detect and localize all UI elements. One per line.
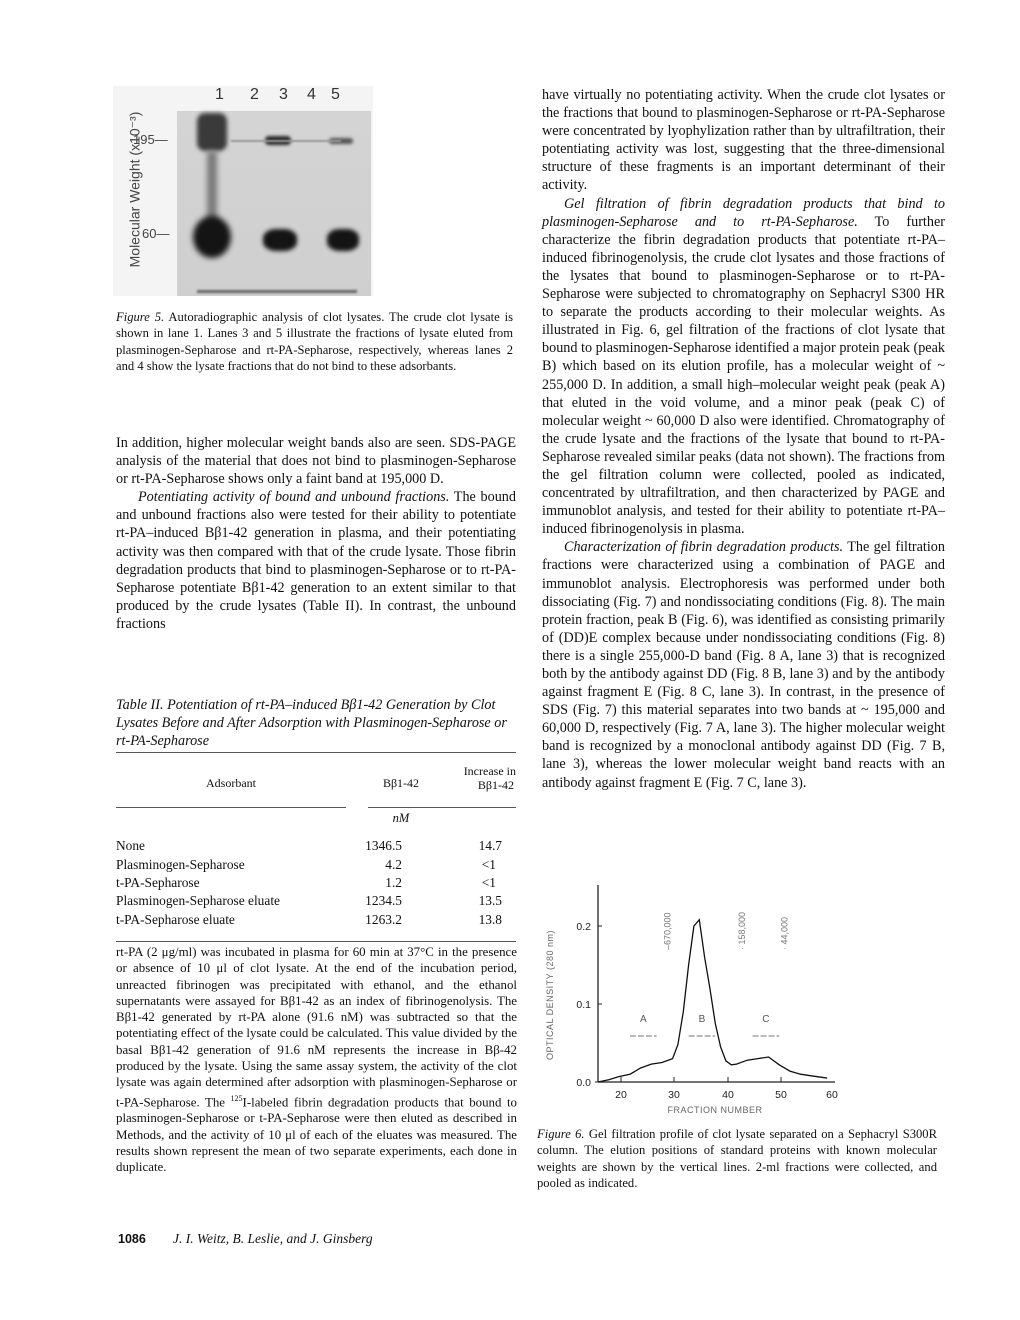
left-para-1: In addition, higher molecular weight bands also are seen. SDS-PAGE analysis of the material that does not bind to plasminogen-Sepharose or rt-PA-Sepharose shows only a faint band at 195,000 D.: [116, 435, 516, 488]
table-bottom-rule: [116, 941, 516, 942]
right-column-body: [542, 86, 945, 792]
right-para-1: have virtually no potentiating activity. When the crude clot lysates or the fractions that bound to plasminogen-Sepharose or rt-PA-Sepharose were concentrated by lyophylization rather than by ultrafiltration, their potentiating activity was lost, suggesting that the three-dimensional structure of these fragments is an important determinant of their activity.: [542, 87, 945, 194]
cell-bb: 1234.5: [365, 893, 402, 909]
pool-label: A: [639, 1014, 647, 1025]
x-tick-40: 40: [722, 1089, 734, 1101]
x-axis-label: FRACTION NUMBER: [667, 1105, 763, 1115]
table-unit: nM: [392, 811, 410, 825]
th-increase-line2: Bβ1-42: [477, 778, 514, 792]
figure-6-caption-label: Figure 6.: [537, 1127, 585, 1141]
cell-bb: 1.2: [385, 874, 402, 890]
footer-authors: J. I. Weitz, B. Leslie, and J. Ginsberg: [173, 1231, 373, 1246]
y-axis: [545, 885, 602, 1089]
figure-5-caption: [116, 309, 513, 375]
marker-195: 195—: [133, 132, 168, 147]
band-lane1-60: [193, 216, 231, 258]
mw-standard-label: –670,000: [662, 912, 673, 950]
figure-6-caption: [537, 1126, 937, 1192]
x-axis: [598, 1077, 838, 1115]
right-para-3-heading: Characterization of fibrin degradation products.: [564, 539, 844, 556]
table-unit-row: [116, 801, 516, 823]
footnote-sup: 125: [230, 1093, 243, 1103]
dye-front: [197, 290, 357, 293]
gel-lane-labels: [208, 86, 368, 108]
left-para-2-text: The bound and unbound fractions also were tested for their ability to potentiate rt-PA–induced Bβ1-42 generation in plasma, and their potentiating activity was then compared with that of the crude lysate. Those fibrin degradation products that bind to plasminogen-Sepharose or to rt-PA-Sepharose potentiate Bβ1-42 generation to an extent similar to that produced by the crude lysates (Table II). In contrast, the unbound fractions: [116, 489, 516, 632]
table-row: [116, 874, 516, 892]
cell-adsorbant: Plasminogen-Sepharose: [116, 856, 245, 872]
table-row: [116, 911, 516, 929]
right-para-2: [542, 195, 945, 539]
y-axis-label: OPTICAL DENSITY (280 nm): [545, 929, 555, 1060]
th-adsorbant: Adsorbant: [206, 776, 256, 790]
cell-adsorbant: None: [116, 838, 146, 854]
table-header-row: [116, 753, 516, 801]
figure-6-chart: [535, 880, 875, 1120]
cell-increase: 14.7: [478, 838, 502, 854]
mw-standards: [662, 912, 789, 950]
right-para-3-text: The gel filtration fractions were characterized using a combination of PAGE and immunoblot analysis. Electrophoresis was performed under both dissociating (Fig. 7) and nondissociating conditions (Fig. 8). The main protein fraction, peak B (Fig. 6), was identified as consisting primarily of (DD)E complex because under nondissociating conditions (Fig. 8) there is a single 255,000-D band (Fig. 8 A, lane 3) that is recognized both by the antibody against DD (Fig. 8 B, lane 3) and by the antibody against fragment E (Fig. 8 C, lane 3). In contrast, in the presence of SDS (Fig. 7) this material separates into two bands at ~ 195,000 and 60,000 D, respectively (Fig. 7 A, lane 3). The higher molecular weight band is recognized by a monoclonal antibody against DD (Fig. 7 B, lane 3), whereas the lower molecular weight band reacts with an antibody against fragment E (Fig. 7 C, lane 3).: [542, 539, 945, 791]
x-tick-20: 20: [615, 1089, 627, 1101]
cell-increase: <1: [481, 874, 496, 890]
mw-standard-label: · 44,000: [779, 916, 790, 950]
lane-label-2: 2: [250, 86, 259, 103]
cell-increase: <1: [481, 856, 496, 872]
page-footer: [118, 1231, 518, 1251]
cell-increase: 13.5: [478, 893, 502, 909]
od-curve: [598, 920, 827, 1082]
gel-y-axis-label: Molecular Weight (x10⁻³): [126, 111, 143, 268]
y-tick-1: 0.1: [576, 999, 591, 1011]
table-row: [116, 837, 516, 855]
table-body: [116, 837, 516, 929]
cell-adsorbant: Plasminogen-Sepharose eluate: [116, 893, 280, 909]
right-para-2-text: To further characterize the fibrin degradation products that potentiate rt-PA–induced fibrinogenolysis, the crude clot lysates and those fractions of the lysates that bound to plasminogen-Sepharose or to rt-PA-Sepharose were subjected to chromatography on Sephacryl S300 HR to separate the products according to their molecular weights. As illustrated in Fig. 6, gel filtration of the fractions of clot lysate that bound to plasminogen-Sepharose identified a major protein peak (peak B) which based on its elution profile, has a molecular weight of ~ 255,000 D. In addition, a small high–molecular weight peak (peak A) that eluted in the void volume, and a minor peak (peak C) of molecular weight ~ 60,000 D also were identified. Chromatography of the crude lysate and the fractions of the lysate that bound to rt-PA-Sepharose revealed similar peaks (data not shown). The fractions from the gel filtration column were collected, pooled as indicated, concentrated by ultrafiltration, and then characterized by PAGE and immunoblot analysis, and tested for their ability to potentiate rt-PA–induced fibrinogenolysis in plasma.: [542, 213, 945, 538]
band-lane3-60: [263, 229, 297, 251]
th-increase-line1: Increase in: [463, 764, 516, 778]
left-para-2-heading: Potentiating activity of bound and unbound fractions.: [138, 489, 450, 506]
right-para-3: [542, 538, 945, 791]
left-para-2: [116, 488, 516, 633]
lane-label-3: 3: [279, 86, 288, 103]
footnote-text-1: rt-PA (2 μg/ml) was incubated in plasma for 60 min at 37°C in the presence or absence of 10 μl of clot lysate. At the end of the incubation period, unreacted fibrinogen was precipitated with ethanol, and the ethanol supernatants were assayed for Bβ1-42 as an index of fibrinogenolysis. The Bβ1-42 generated by rt-PA alone (91.6 nM) was subtracted so that the potentiating effect of the lysate could be calculated. This value divided by the basal Bβ1-42 generation of 91.6 nM represents the increase in Bβ-42 produced by the lysate. Using the same assay system, the activity of the clot lysate was again determined after adsorption with plasminogen-Sepharose or t-PA-Sepharose. The: [116, 945, 517, 1109]
cell-increase: 13.8: [478, 911, 502, 927]
pool-markers: [630, 1014, 779, 1036]
figure-6-caption-text: Gel filtration profile of clot lysate separated on a Sephacryl S300R column. The elution positions of standard proteins with known molecular weights are shown by the vertical lines. 2-ml fractions were collected, and pooled as indicated.: [537, 1127, 937, 1191]
left-column-body: [116, 434, 516, 633]
footnote-text-2: I-labeled fibrin degradation products that bound to plasminogen-Sepharose or t-PA-Sepharose were then eluted as described in Methods, and the activity of 10 μl of each of the eluates was measured. The results shown represent the mean of two separate experiments, each done in duplicate.: [116, 1094, 517, 1175]
table-row: [116, 855, 516, 873]
band-lane5-60: [327, 229, 359, 251]
figure-5-caption-text: Autoradiographic analysis of clot lysates. The crude clot lysate is shown in lane 1. Lanes 3 and 5 illustrate the fractions of lysate eluted from plasminogen-Sepharose and rt-PA-Sepharose, respectively, whereas lanes 2 and 4 show the lysate fractions that do not bind to these adsorbants.: [116, 310, 513, 374]
lane-label-1: 1: [215, 86, 224, 103]
table-row: [116, 892, 516, 910]
marker-60: 60—: [142, 226, 170, 241]
chart-svg: [535, 880, 875, 1120]
pool-label: B: [698, 1014, 706, 1025]
cell-adsorbant: t-PA-Sepharose: [116, 874, 200, 890]
band-faint-195: [231, 140, 341, 142]
cell-bb: 1346.5: [365, 838, 402, 854]
page-number: 1086: [118, 1232, 146, 1246]
band-lane1-top: [197, 113, 227, 151]
x-tick-30: 30: [668, 1089, 680, 1101]
lane-label-4: 4: [307, 86, 316, 103]
mw-standard-label: · 158,000: [736, 911, 747, 950]
x-tick-60: 60: [826, 1089, 838, 1101]
gel-image: [177, 111, 371, 296]
cell-adsorbant: t-PA-Sepharose eluate: [116, 911, 235, 927]
pool-label: C: [762, 1014, 770, 1025]
cell-bb: 1263.2: [365, 911, 402, 927]
right-para-2-heading: Gel filtration of fibrin degradation products that bind to plasminogen-Sepharose and to rt-PA-Sepharose.: [542, 195, 945, 230]
cell-bb: 4.2: [385, 856, 402, 872]
y-tick-2: 0.2: [576, 921, 591, 933]
table-2-footnote: [116, 944, 517, 1175]
figure-5: [113, 86, 373, 296]
table-2: [116, 752, 516, 942]
figure-5-caption-label: Figure 5.: [116, 310, 165, 324]
y-tick-0: 0.0: [576, 1077, 591, 1089]
lane-label-5: 5: [331, 86, 340, 103]
th-bb: Bβ1-42: [382, 776, 420, 790]
x-tick-50: 50: [775, 1089, 787, 1101]
table-2-title: Table II. Potentiation of rt-PA–induced Bβ1-42 Generation by Clot Lysates Before and After Adsorption with Plasminogen-Sepharose or rt-PA-Sepharose: [116, 697, 507, 749]
